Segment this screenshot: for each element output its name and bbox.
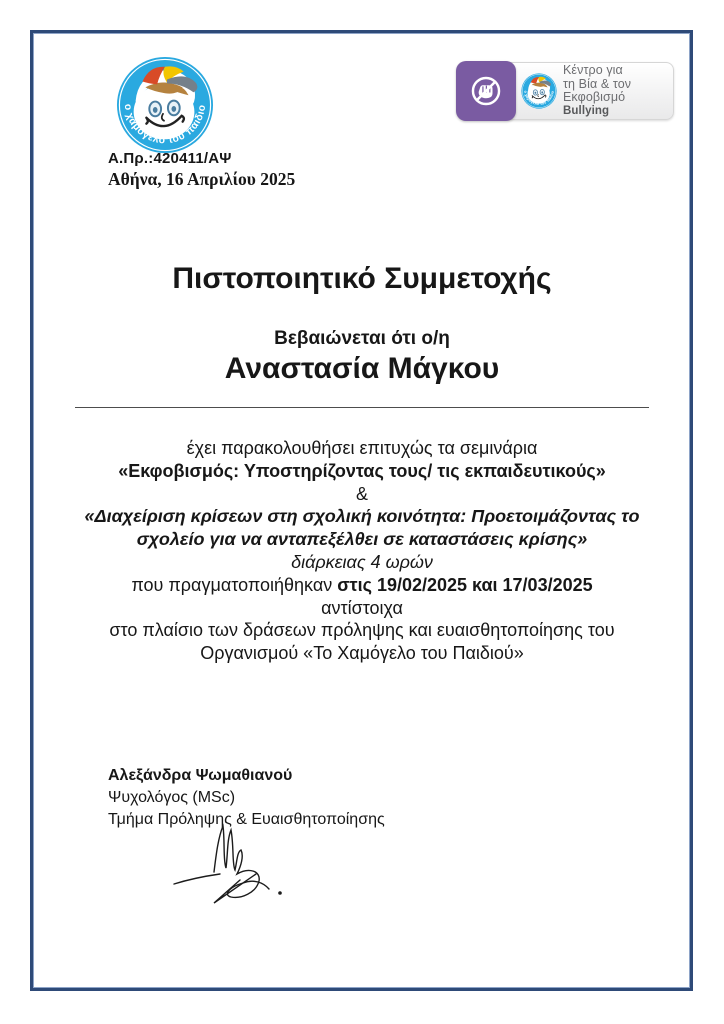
horizontal-divider [75, 407, 649, 408]
badge-label-plate [504, 62, 674, 120]
bullying-center-badge [456, 61, 674, 123]
certificate-title: Πιστοποιητικό Συμμετοχής [172, 262, 552, 295]
badge-line-bullying: Bullying [563, 104, 610, 117]
smile-logo-icon [116, 56, 214, 154]
protocol-number: Α.Πρ.:420411/ΑΨ [108, 150, 232, 167]
badge-line-1: Κέντρο για [563, 63, 623, 77]
context-line-1: στο πλαίσιο των δράσεων πρόληψης και ευαισθητοποίησης του [109, 620, 615, 641]
signatory-department: Τμήμα Πρόληψης & Ευαισθητοποίησης [108, 811, 385, 828]
context-line-2: Οργανισμού «Το Χαμόγελο του Παιδιού» [200, 643, 524, 664]
certificate-body [52, 437, 672, 665]
attest-line: Βεβαιώνεται ότι ο/η [274, 328, 450, 349]
smile-of-the-child-logo [116, 56, 214, 154]
badge-line-2: τη Βία & τον [563, 76, 632, 91]
seminar-1-title: «Εκφοβισμός: Υποστηρίζοντας τους/ τις εκπαιδευτικούς» [118, 460, 606, 481]
signatory-name: Αλεξάνδρα Ψωμαθιανού [108, 767, 293, 784]
signatory-title: Ψυχολόγος (MSc) [108, 789, 236, 806]
ampersand: & [355, 483, 368, 504]
seminar-2-title-line-1: «Διαχείριση κρίσεων στη σχολική κοινότητα: Προετοιμάζοντας το [84, 506, 640, 527]
recipient-name: Αναστασία Μάγκου [224, 352, 500, 385]
badge-text [563, 64, 631, 118]
dates-prefix: που πραγματοποιήθηκαν [131, 574, 338, 595]
no-violence-icon-tile [456, 61, 516, 121]
reference-block [108, 150, 295, 190]
no-fist-icon [463, 68, 509, 114]
badge-line-3: Εκφοβισμό [563, 90, 626, 104]
handwritten-signature [168, 818, 308, 913]
respectively-line: αντίστοιχα [321, 597, 403, 618]
dates-line [52, 574, 672, 597]
body-intro: έχει παρακολουθήσει επιτυχώς τα σεμινάρια [186, 438, 538, 458]
dates-bold: στις 19/02/2025 και 17/03/2025 [337, 574, 593, 595]
duration-line: διάρκειας 4 ωρών [291, 551, 433, 572]
smile-logo-mini-icon [521, 73, 557, 109]
place-and-date: Αθήνα, 16 Απριλίου 2025 [108, 169, 296, 189]
seminar-2-title-line-2: σχολείο για να ανταπεξέλθει σε καταστάσεις κρίσης» [136, 529, 588, 550]
